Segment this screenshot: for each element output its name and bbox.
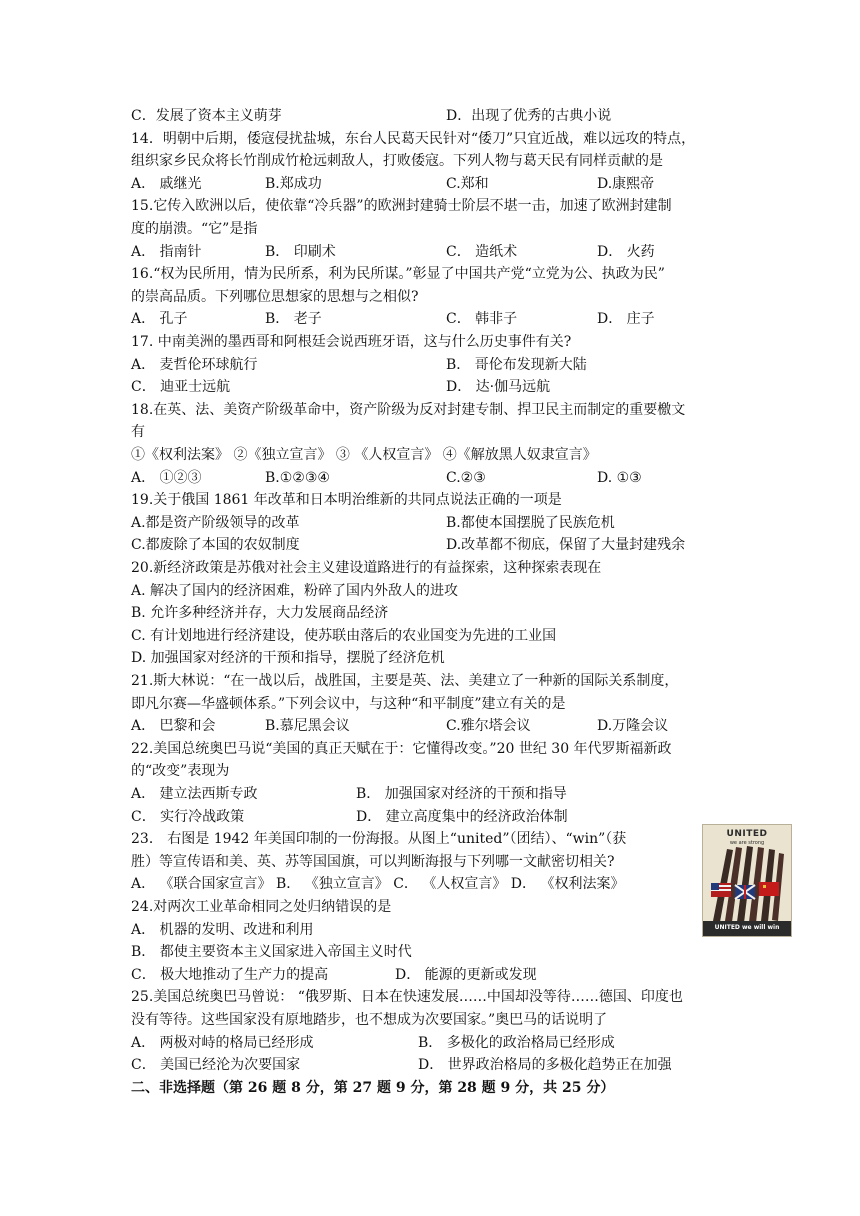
answer-option: A.都是资产阶级领导的改革 bbox=[131, 515, 300, 531]
section-heading: 二、非选择题（第 26 题 8 分，第 27 题 9 分，第 28 题 9 分，共 25 分） bbox=[131, 1080, 615, 1096]
answer-option: A． ①②③ bbox=[131, 470, 202, 486]
text-line: A． 《联合国家宣言》 B． 《独立宣言》 C． 《人权宣言》 D． 《权利法案》 bbox=[131, 876, 625, 892]
answer-option: B． 哥伦布发现新大陆 bbox=[446, 357, 587, 373]
answer-option: D.康熙帝 bbox=[597, 176, 655, 192]
answer-option: B.都使本国摆脱了民族危机 bbox=[446, 515, 615, 531]
answer-option: B.①②③④ bbox=[265, 470, 330, 486]
text-line: 25.美国总统奥巴马曾说： “俄罗斯、日本在快速发展……中国却没等待……德国、印度也 bbox=[131, 989, 683, 1005]
text-line: B. 允许多种经济并存，大力发展商品经济 bbox=[131, 605, 389, 621]
text-line: 没有等待。这些国家没有原地踏步，也不想成为次要国家。”奥巴马的话说明了 bbox=[131, 1012, 608, 1028]
answer-option: B． 印刷术 bbox=[265, 244, 336, 260]
answer-option: C.都废除了本国的农奴制度 bbox=[131, 537, 300, 553]
text-line: A. 解决了国内的经济困难，粉碎了国内外敌人的进攻 bbox=[131, 583, 459, 599]
text-line: 即凡尔赛—华盛顿体系。”下列会议中，与这种“和平制度”建立有关的是 bbox=[131, 696, 566, 712]
answer-option: B． 加强国家对经济的干预和指导 bbox=[356, 786, 567, 802]
text-line: B． 都使主要资本主义国家进入帝国主义时代 bbox=[131, 944, 412, 960]
text-line: 17. 中南美洲的墨西哥和阿根廷会说西班牙语，这与什么历史事件有关? bbox=[131, 334, 572, 350]
answer-option: A． 麦哲伦环球航行 bbox=[131, 357, 258, 373]
text-line: 胜）等宣传语和美、英、苏等国国旗，可以判断海报与下列哪一文献密切相关? bbox=[131, 854, 615, 870]
poster-subtitle: we are strong bbox=[729, 840, 765, 846]
answer-option: A． 巴黎和会 bbox=[131, 718, 216, 734]
answer-option: D.万隆会议 bbox=[597, 718, 669, 734]
answer-option: C． 极大地推动了生产力的提高 bbox=[131, 967, 329, 983]
text-line: 16.“权为民所用，情为民所系，利为民所谋。”彰显了中国共产党“立党为公、执政为民” bbox=[131, 266, 665, 282]
answer-option: C.郑和 bbox=[446, 176, 489, 192]
text-line: 有 bbox=[131, 424, 145, 440]
answer-option: C.雅尔塔会议 bbox=[446, 718, 531, 734]
text-line: 的崇高品质。下列哪位思想家的思想与之相似? bbox=[131, 289, 419, 305]
answer-option: D． 世界政治格局的多极化趋势正在加强 bbox=[418, 1057, 672, 1073]
text-line: 23． 右图是 1942 年美国印制的一份海报。从图上“united”（团结）、“win”（获 bbox=[131, 831, 627, 847]
answer-option: B． 老子 bbox=[265, 311, 322, 327]
wwii-united-poster-image bbox=[702, 824, 792, 937]
text-line: C. 有计划地进行经济建设，使苏联由落后的农业国变为先进的工业国 bbox=[131, 628, 557, 644]
text-line: A． 机器的发明、改进和利用 bbox=[131, 922, 314, 938]
poster-slogan: UNITED we will win bbox=[714, 924, 780, 931]
answer-option: A． 指南针 bbox=[131, 244, 202, 260]
answer-option: D． 达·伽马远航 bbox=[446, 379, 551, 395]
text-line: ①《权利法案》 ②《独立宣言》 ③ 《人权宣言》 ④《解放黑人奴隶宣言》 bbox=[131, 447, 597, 463]
text-line: 22.美国总统奥巴马说“美国的真正天赋在于：它懂得改变。”20 世纪 30 年代罗斯福新政 bbox=[131, 741, 672, 757]
answer-option: C． 迪亚士远航 bbox=[131, 379, 231, 395]
answer-option: B.郑成功 bbox=[265, 176, 322, 192]
text-line: D. 加强国家对经济的干预和指导，摆脱了经济危机 bbox=[131, 650, 445, 666]
answer-option: B.慕尼黑会议 bbox=[265, 718, 350, 734]
text-line: 14．明朝中后期，倭寇侵扰盐城，东台人民葛天民针对“倭刀”只宜近战，难以远攻的特点， bbox=[131, 131, 696, 147]
answer-option: D． 火药 bbox=[597, 244, 655, 260]
answer-option: D． 庄子 bbox=[597, 311, 655, 327]
text-line: 组织家乡民众将长竹削成竹枪远刺敌人，打败倭寇。下列人物与葛天民有同样贡献的是 bbox=[131, 153, 663, 169]
answer-option: C.②③ bbox=[446, 470, 486, 486]
poster-title: UNITED bbox=[726, 829, 768, 839]
answer-option: A． 两极对峙的格局已经形成 bbox=[131, 1035, 314, 1051]
text-line: 18.在英、法、美资产阶级革命中，资产阶级为反对封建专制、捍卫民主而制定的重要檄文 bbox=[131, 402, 686, 418]
answer-option: C． 造纸术 bbox=[446, 244, 518, 260]
answer-option: C．发展了资本主义萌芽 bbox=[131, 108, 282, 124]
answer-option: C． 实行冷战政策 bbox=[131, 809, 245, 825]
text-line: 24.对两次工业革命相同之处归纳错误的是 bbox=[131, 899, 392, 915]
text-line: 19.关于俄国 1861 年改革和日本明治维新的共同点说法正确的一项是 bbox=[131, 492, 562, 508]
text-line: 的“改变”表现为 bbox=[131, 763, 230, 779]
answer-option: C． 美国已经沦为次要国家 bbox=[131, 1057, 301, 1073]
text-line: 21.斯大林说：“在一战以后，战胜国，主要是英、法、美建立了一种新的国际关系制度， bbox=[131, 673, 679, 689]
answer-option: A． 孔子 bbox=[131, 311, 188, 327]
answer-option: C． 韩非子 bbox=[446, 311, 518, 327]
answer-option: A． 戚继光 bbox=[131, 176, 202, 192]
answer-option: D. ①③ bbox=[597, 470, 642, 486]
text-line: 度的崩溃。“它”是指 bbox=[131, 221, 258, 237]
answer-option: D.改革都不彻底，保留了大量封建残余 bbox=[446, 537, 686, 553]
answer-option: D． 建立高度集中的经济政治体制 bbox=[356, 809, 568, 825]
answer-option: B． 多极化的政治格局已经形成 bbox=[418, 1035, 615, 1051]
answer-option: A． 建立法西斯专政 bbox=[131, 786, 258, 802]
answer-option: D．出现了优秀的古典小说 bbox=[446, 108, 612, 124]
text-line: 15.它传入欧洲以后，使依靠“冷兵器”的欧洲封建骑士阶层不堪一击，加速了欧洲封建制 bbox=[131, 198, 672, 214]
text-line: 20.新经济政策是苏俄对社会主义建设道路进行的有益探索，这种探索表现在 bbox=[131, 560, 602, 576]
answer-option: D． 能源的更新或发现 bbox=[395, 967, 537, 983]
